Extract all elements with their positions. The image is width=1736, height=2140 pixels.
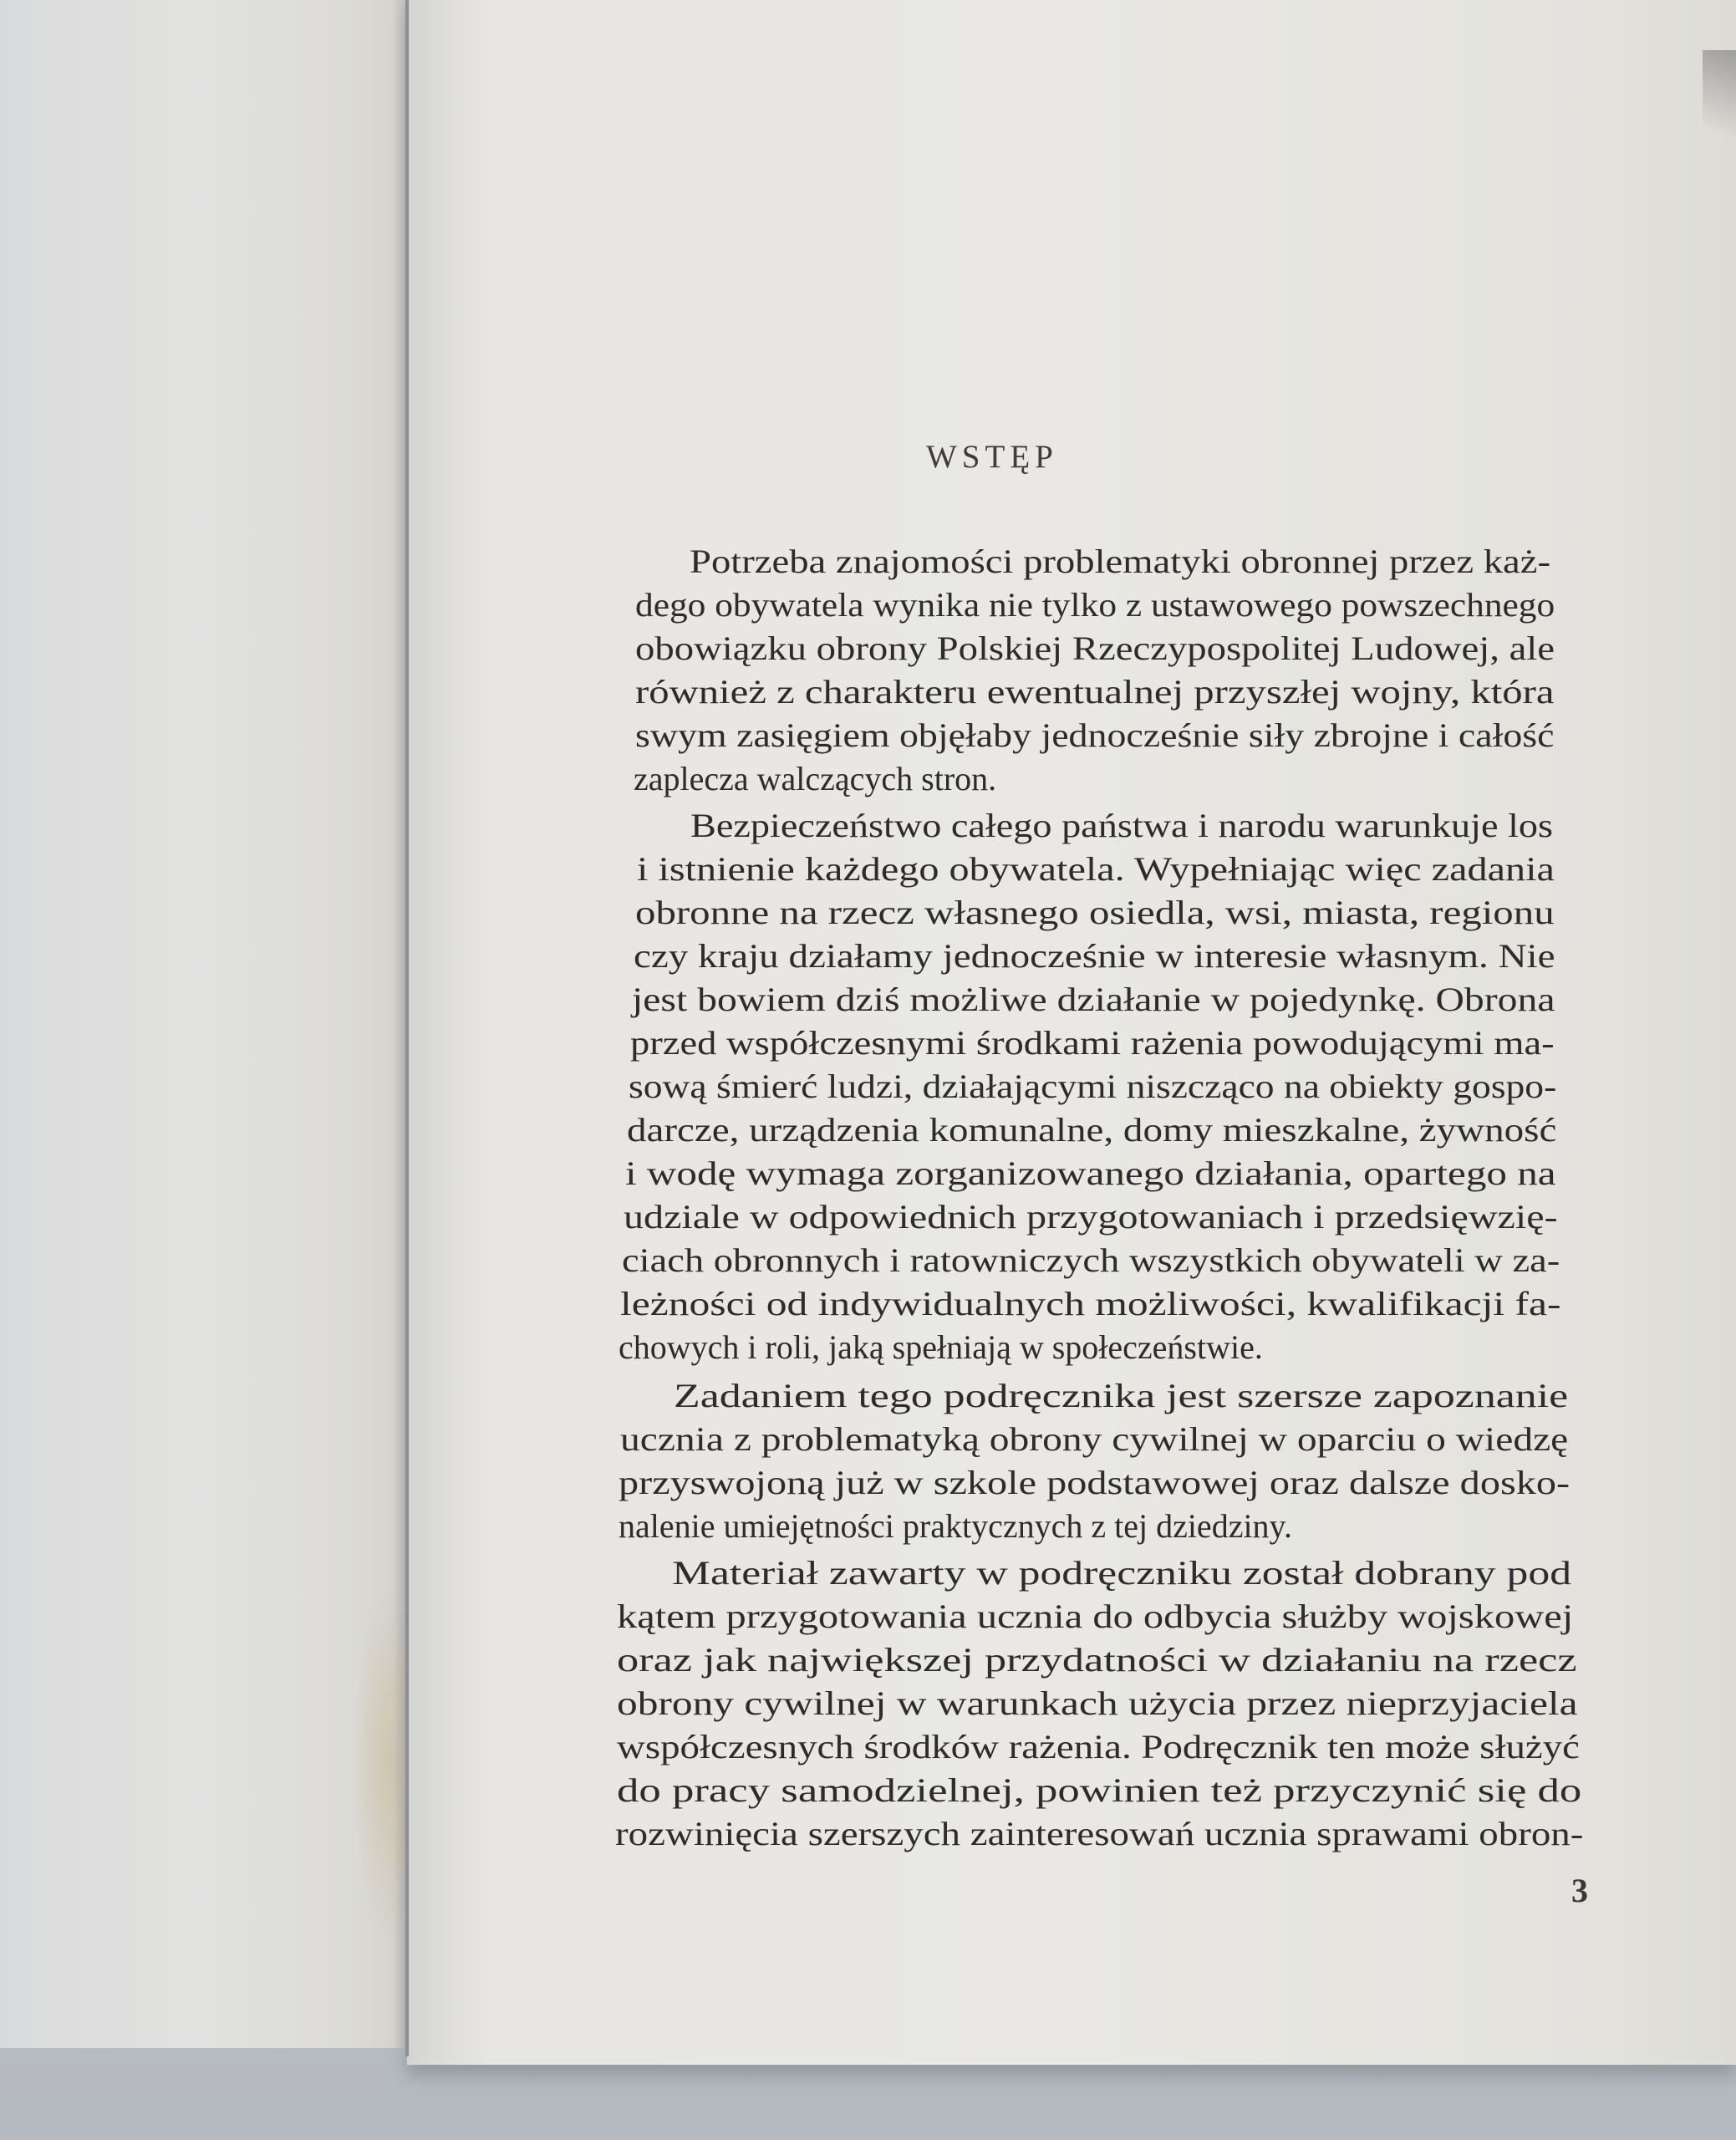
text-line: Potrzeba znajomości problematyki obronnej przez każ-: [690, 543, 1550, 580]
text-line: obronne na rzecz własnego osiedla, wsi, miasta, regionu: [635, 894, 1555, 931]
book-spine: [405, 0, 409, 2056]
text-line: również z charakteru ewentualnej przyszłej wojny, która: [635, 673, 1555, 711]
left-page: [0, 0, 435, 2048]
text-line: obrony cywilnej w warunkach użycia przez nieprzyjaciela: [617, 1684, 1578, 1722]
text-line: ucznia z problematyką obrony cywilnej w oparciu o wiedzę: [620, 1420, 1569, 1458]
text-line: swym zasięgiem objęłaby jednocześnie siły zbrojne i całość: [635, 716, 1555, 754]
text-line: przed współczesnymi środkami rażenia powodującymi ma-: [630, 1024, 1555, 1062]
text-line: sową śmierć ludzi, działającymi niszcząco na obiekty gospo-: [629, 1067, 1557, 1105]
page-number: 3: [1571, 1872, 1588, 1909]
text-line: darcze, urządzenia komunalne, domy mieszkalne, żywność: [627, 1111, 1557, 1149]
text-line: kątem przygotowania ucznia do odbycia służby wojskowej: [617, 1597, 1574, 1635]
text-line: leżności od indywidualnych możliwości, kwalifikacji fa-: [620, 1285, 1561, 1322]
text-line: ciach obronnych i ratowniczych wszystkich obywateli w za-: [622, 1241, 1560, 1279]
text-line: Bezpieczeństwo całego państwa i narodu warunkuje los: [690, 807, 1554, 844]
text-line: przyswojoną już w szkole podstawowej oraz dalsze dosko-: [619, 1464, 1571, 1501]
text-line: udziale w odpowiednich przygotowaniach i przedsięwzię-: [624, 1198, 1558, 1236]
text-line: i wodę wymaga zorganizowanego działania, opartego na: [625, 1154, 1556, 1192]
text-line: czy kraju działamy jednocześnie w interesie własnym. Nie: [634, 937, 1555, 975]
text-line: rozwinięcia szerszych zainteresowań ucznia sprawami obron-: [615, 1815, 1584, 1852]
text-line: oraz jak największej przydatności w działaniu na rzecz: [617, 1641, 1577, 1679]
text-line: nalenie umiejętności praktycznych z tej dziedziny.: [619, 1507, 1292, 1545]
text-line: Zadaniem tego podręcznika jest szersze zapoznanie: [674, 1377, 1569, 1414]
page-title: WSTĘP: [926, 439, 1058, 475]
text-line: współczesnych środków rażenia. Podręcznik ten może służyć: [617, 1728, 1580, 1766]
text-line: zaplecza walczących stron.: [634, 760, 997, 797]
text-line: chowych i roli, jaką spełniają w społeczeństwie.: [619, 1328, 1263, 1366]
text-line: obowiązku obrony Polskiej Rzeczypospolitej Ludowej, ale: [635, 629, 1555, 667]
text-line: do pracy samodzielnej, powinien też przyczynić się do: [617, 1771, 1582, 1809]
text-line: Materiał zawarty w podręczniku został dobrany pod: [672, 1554, 1572, 1592]
text-line: jest bowiem dziś możliwe działanie w pojedynkę. Obrona: [632, 981, 1555, 1018]
text-line: i istnienie każdego obywatela. Wypełniając więc zadania: [637, 850, 1555, 888]
text-line: dego obywatela wynika nie tylko z ustawowego powszechnego: [635, 586, 1555, 624]
